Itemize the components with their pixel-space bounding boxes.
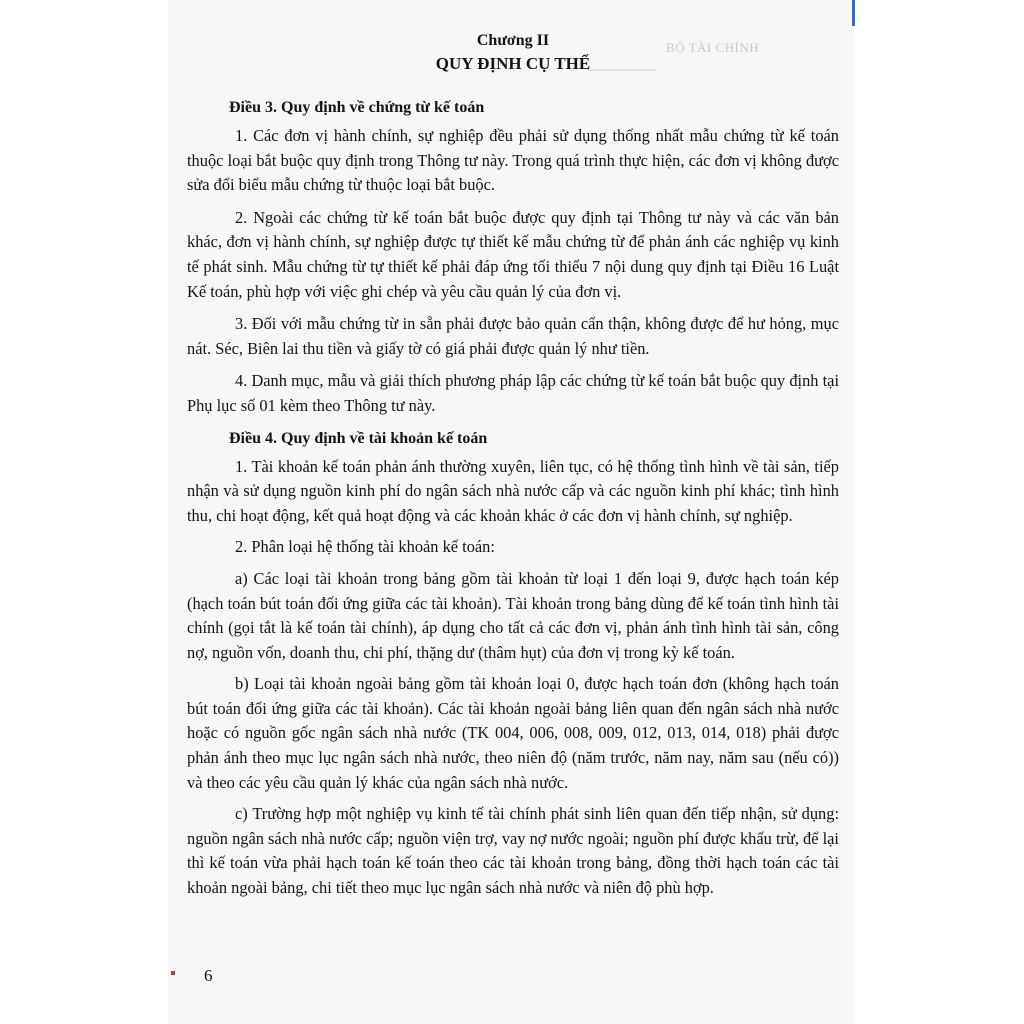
paragraph: 3. Đối với mẫu chứng từ in sẵn phải được bảo quản cẩn thận, không được để hư hỏng, mục nát. Séc, Biên lai thu tiền và giấy tờ có giá phải được quản lý như tiền.: [187, 314, 839, 358]
section-article-4: [187, 427, 839, 901]
page-edge-marker: [852, 0, 855, 26]
page-number: 6: [204, 966, 213, 985]
paragraph: b) Loại tài khoản ngoài bảng gồm tài khoản loại 0, được hạch toán đơn (không hạch toán bút toán đối ứng giữa các tài khoản). Các tài khoản ngoài bảng liên quan đến ngân sách nhà nước hoặc có nguồn gốc ngân sách nhà nước (TK 004, 006, 008, 009, 012, 013, 014, 018) phải được phản ánh theo mục lục ngân sách nhà nước, theo niên độ (năm trước, năm nay, năm sau (nếu có)) và theo các yêu cầu quản lý khác của ngân sách nhà nước.: [187, 674, 839, 792]
paragraph: c) Trường hợp một nghiệp vụ kinh tế tài chính phát sinh liên quan đến tiếp nhận, sử dụng: nguồn ngân sách nhà nước cấp; nguồn viện trợ, vay nợ nước ngoài; nguồn phí được khấu trừ, để lại thì kế toán vừa phải hạch toán kế toán theo các tài khoản trong bảng, đồng thời hạch toán các tài khoản ngoài bảng, chi tiết theo mục lục ngân sách nhà nước và niên độ phù hợp.: [187, 804, 839, 898]
article-heading: Điều 4. Quy định về tài khoản kế toán: [229, 429, 488, 447]
print-mark: [171, 971, 175, 975]
paragraph: 1. Các đơn vị hành chính, sự nghiệp đều phải sử dụng thống nhất mẫu chứng từ kế toán thuộc loại bắt buộc quy định trong Thông tư này. Trong quá trình thực hiện, các đơn vị không được sửa đổi biểu mẫu chứng từ thuộc loại bắt buộc.: [187, 126, 839, 195]
paragraph: 2. Ngoài các chứng từ kế toán bắt buộc được quy định tại Thông tư này và các văn bản khác, đơn vị hành chính, sự nghiệp được tự thiết kế mẫu chứng từ để phản ánh các nghiệp vụ kinh tế phát sinh. Mẫu chứng từ tự thiết kế phải đáp ứng tối thiểu 7 nội dung quy định tại Điều 16 Luật Kế toán, phù hợp với việc ghi chép và yêu cầu quản lý của đơn vị.: [187, 207, 839, 301]
paragraph: 4. Danh mục, mẫu và giải thích phương pháp lập các chứng từ kế toán bắt buộc quy định tại Phụ lục số 01 kèm theo Thông tư này.: [187, 371, 839, 415]
article-heading: Điều 3. Quy định về chứng từ kế toán: [229, 99, 485, 116]
document-body: [187, 30, 839, 908]
chapter-number: Chương II: [476, 32, 550, 49]
paragraph: 2. Phân loại hệ thống tài khoản kế toán:: [235, 537, 495, 557]
bleed-through-text: BỘ TÀI CHÍNH: [666, 40, 760, 55]
section-article-3: [187, 96, 839, 419]
paragraph: 1. Tài khoản kế toán phản ánh thường xuyên, liên tục, có hệ thống tình hình về tài sản, tiếp nhận và sử dụng nguồn kinh phí do ngân sách nhà nước cấp và các nguồn kinh phí khác; tình hình thu, chi hoạt động, kết quả hoạt động và các khoản khác ở các đơn vị hành chính, sự nghiệp.: [187, 456, 839, 525]
paragraph: a) Các loại tài khoản trong bảng gồm tài khoản từ loại 1 đến loại 9, được hạch toán kép (hạch toán bút toán đối ứng giữa các tài khoản). Tài khoản trong bảng dùng để kế toán tình hình tài chính (gọi tắt là kế toán tài chính), áp dụng cho tất cả các đơn vị, phản ánh tình hình tài sản, công nợ, nguồn vốn, doanh thu, chi phí, thặng dư (thâm hụt) của đơn vị trong kỳ kế toán.: [187, 568, 839, 662]
chapter-title: QUY ĐỊNH CỤ THỂ: [435, 54, 591, 73]
bleed-through-text: ───────: [588, 62, 656, 77]
